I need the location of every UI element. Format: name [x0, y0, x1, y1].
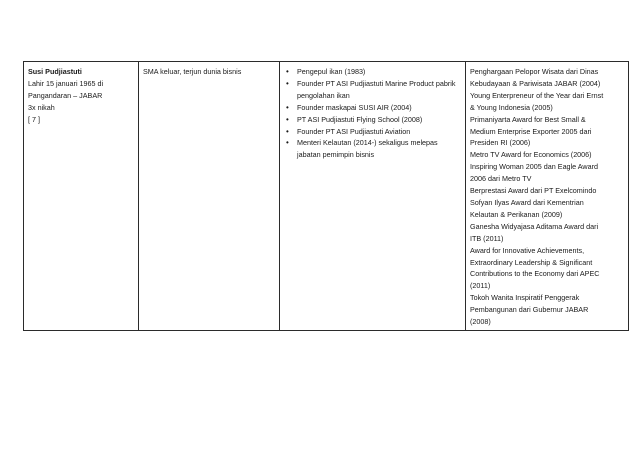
award-line: (2011)	[470, 281, 491, 291]
list-item: • Founder PT ASI Pudjiastuti Aviation	[284, 126, 461, 138]
education-cell	[139, 62, 280, 331]
awards-cell	[466, 62, 629, 331]
career-cell	[280, 62, 466, 331]
list-item: • PT ASI Pudjiastuti Flying School (2008)	[284, 114, 461, 126]
education-text: SMA keluar, terjun dunia bisnis	[143, 67, 242, 76]
list-item: • Founder maskapai SUSI AIR (2004)	[284, 102, 461, 114]
list-item: • Pengepul ikan (1983)	[284, 66, 461, 78]
profile-cell	[24, 62, 139, 331]
birth-line-1: Lahir 15 januari 1965 di	[28, 78, 104, 88]
list-item: • Founder PT ASI Pudjiastuti Marine Product pabrik pengolahan ikan	[284, 78, 461, 102]
marriage-info: 3x nikah	[28, 102, 55, 112]
award-line: Extraordinary Leadership & Significant	[470, 257, 593, 267]
person-name: Susi Pudjiastuti	[28, 67, 82, 76]
award-line: & Young Indonesia (2005)	[470, 102, 553, 112]
award-line: Ganesha Widyajasa Aditama Award dari	[470, 221, 599, 231]
award-line: Primaniyarta Award for Best Small &	[470, 114, 586, 124]
award-line: Kelautan & Perikanan (2009)	[470, 209, 563, 219]
award-line: (2008)	[470, 317, 491, 327]
award-line: Inspiring Woman 2005 dan Eagle Award	[470, 162, 598, 172]
award-line: Award for Innovative Achievements,	[470, 245, 585, 255]
award-line: Presiden RI (2006)	[470, 138, 531, 148]
biography-table	[23, 61, 629, 331]
birth-line-2: Pangandaran – JABAR	[28, 90, 103, 100]
list-item: • Menteri Kelautan (2014-) sekaligus melepas jabatan pemimpin bisnis	[284, 137, 461, 161]
award-line: Berprestasi Award dari PT Exelcomindo	[470, 186, 597, 196]
award-line: 2006 dari Metro TV	[470, 174, 532, 184]
award-line: Kebudayaan & Pariwisata JABAR (2004)	[470, 78, 601, 88]
award-line: Young Enterpreneur of the Year dari Ernst	[470, 90, 604, 100]
award-line: Penghargaan Pelopor Wisata dari Dinas	[470, 67, 599, 76]
award-line: Sofyan Ilyas Award dari Kementrian	[470, 197, 584, 207]
award-line: Medium Enterprise Exporter 2005 dari	[470, 126, 592, 136]
award-line: Pembangunan dari Gubernur JABAR	[470, 305, 589, 315]
table-row	[24, 62, 629, 331]
award-line: Tokoh Wanita Inspiratif Penggerak	[470, 293, 580, 303]
award-line: ITB (2011)	[470, 233, 504, 243]
children-count: [ 7 ]	[28, 114, 40, 124]
career-list	[284, 66, 461, 161]
award-line: Contributions to the Economy dari APEC	[470, 269, 600, 279]
award-line: Metro TV Award for Economics (2006)	[470, 150, 592, 160]
